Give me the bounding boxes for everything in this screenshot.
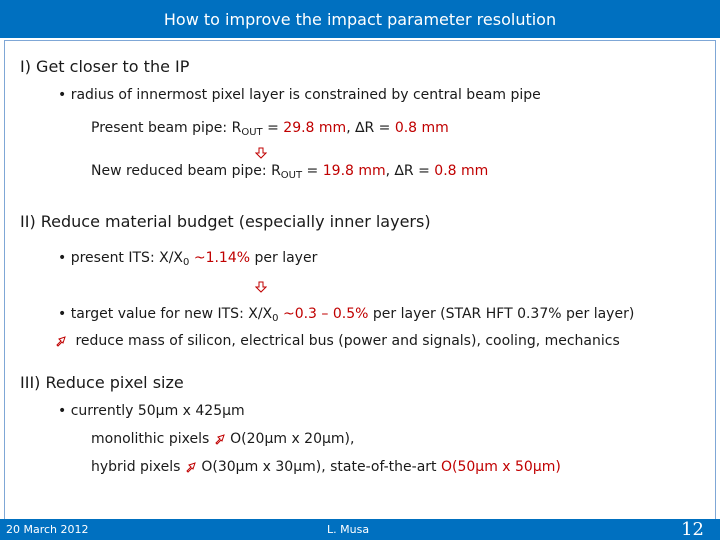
- present-sub: OUT: [241, 127, 263, 138]
- implies-arrow-icon: [214, 431, 226, 447]
- present-dr: 0.8 mm: [394, 120, 449, 136]
- currently-prefix: • currently: [58, 403, 138, 419]
- new-eq: =: [302, 163, 323, 179]
- monolithic-value: O(20µm x 20µm),: [230, 431, 355, 447]
- footer-date: 20 March 2012: [6, 523, 89, 536]
- new-sep: , ∆R =: [385, 163, 435, 179]
- implies-arrow-icon: [185, 459, 197, 475]
- present-beam-pipe-line: [91, 120, 449, 136]
- section-3-bullet: [58, 403, 245, 419]
- footer-bar: [0, 519, 720, 540]
- section-1-heading: I) Get closer to the IP: [20, 57, 190, 76]
- section-2-bullet-2: [58, 306, 634, 322]
- new-dr: 0.8 mm: [434, 163, 489, 179]
- hybrid-label: hybrid pixels: [91, 459, 181, 475]
- present-its-sub: 0: [183, 257, 190, 268]
- down-arrow-icon: [255, 142, 267, 161]
- target-its-suffix: per layer (STAR HFT 0.37% per layer): [368, 306, 635, 322]
- hybrid-line: [91, 459, 561, 475]
- down-arrow-icon: [255, 276, 267, 295]
- hybrid-value: O(30µm x 30µm), state-of-the-art: [201, 459, 441, 475]
- implies-arrow-icon: [55, 333, 67, 349]
- new-prefix: New reduced beam pipe: R: [91, 163, 281, 179]
- content-frame: [4, 40, 716, 520]
- new-beam-pipe-line: [91, 163, 488, 179]
- new-sub: OUT: [280, 170, 303, 181]
- present-its-value: ~1.14%: [189, 250, 251, 266]
- slide-title: How to improve the impact parameter resolution: [0, 0, 720, 38]
- implication-text: reduce mass of silicon, electrical bus (power and signals), cooling, mechanics: [75, 333, 620, 349]
- section-3-heading: III) Reduce pixel size: [20, 373, 184, 392]
- hybrid-red-value: O(50µm x 50µm): [440, 459, 561, 475]
- footer-author: L. Musa: [327, 523, 370, 536]
- section-2-bullet-1: [58, 250, 317, 266]
- target-its-prefix: • target value for new ITS: X/X: [58, 306, 273, 322]
- monolithic-line: [91, 431, 354, 447]
- section-2-implication: [55, 333, 620, 349]
- new-radius: 19.8 mm: [322, 163, 386, 179]
- section-2-heading: II) Reduce material budget (especially inner layers): [20, 212, 431, 231]
- target-its-sub: 0: [272, 313, 279, 324]
- present-prefix: Present beam pipe: R: [91, 120, 242, 136]
- page-number: 12: [681, 519, 704, 540]
- currently-value: 50µm x 425µm: [137, 403, 245, 419]
- section-1-bullet: • radius of innermost pixel layer is constrained by central beam pipe: [58, 87, 541, 103]
- present-its-suffix: per layer: [250, 250, 318, 266]
- present-eq: =: [262, 120, 284, 136]
- present-its-prefix: • present ITS: X/X: [58, 250, 184, 266]
- monolithic-label: monolithic pixels: [91, 431, 210, 447]
- present-radius: 29.8 mm: [283, 120, 347, 136]
- present-sep: , ∆R =: [346, 120, 395, 136]
- target-its-value: ~0.3 – 0.5%: [278, 306, 369, 322]
